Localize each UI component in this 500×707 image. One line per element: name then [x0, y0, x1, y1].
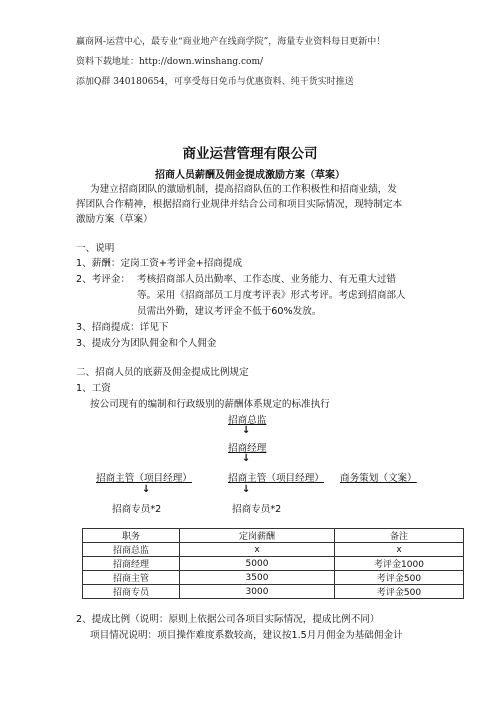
table-cell: 考评金500: [335, 585, 464, 599]
table-row: [83, 543, 464, 557]
table-cell: 考评金500: [335, 571, 464, 585]
section-1-item-1: 1、薪酬：定岗工资+考评金+招商提成: [76, 258, 243, 269]
company-title: 商业运营管理有限公司: [182, 146, 318, 162]
org-specialist-1: 招商专员*2: [112, 504, 162, 515]
table-header-row: [83, 529, 464, 543]
section-1-item-2-label: 2、考评金：: [76, 274, 131, 285]
org-supervisor-1: 招商主管（项目经理）: [96, 473, 192, 484]
table-row: [83, 571, 464, 585]
org-director: 招商总监: [228, 415, 267, 426]
promo-line-3: 添加Q群 340180654，可享受每日免币与优惠资料、纯干货实时推送: [76, 77, 354, 87]
table-cell: 5000: [180, 557, 335, 571]
table-header-cell: 备注: [335, 529, 464, 543]
intro-line-1: 为建立招商团队的激励机制，提高招商队伍的工作积极性和招商业绩，发: [90, 184, 397, 195]
table-row: [83, 585, 464, 599]
intro-line-2: 挥团队合作精神，根据招商行业规律并结合公司和项目实际情况，现特制定本: [76, 199, 403, 210]
org-supervisor-2: 招商主管（项目经理）: [228, 473, 324, 484]
section-1-heading: 一、说明: [76, 243, 115, 254]
table-cell: x: [180, 543, 335, 557]
table-cell: 招商主管: [83, 571, 180, 585]
section-2-heading: 二、招商人员的底薪及佣金提成比例规定: [76, 367, 249, 378]
table-row: [83, 557, 464, 571]
doc-title: 招商人员薪酬及佣金提成激励方案（草案）: [155, 170, 345, 181]
section-1-item-2-line-1: 考核招商部人员出勤率、工作态度、业务能力、有无重大过错: [137, 274, 397, 285]
org-manager: 招商经理: [228, 443, 267, 454]
section-2-sub-1-text: 按公司现有的编制和行政级别的薪酬体系规定的标准执行: [90, 399, 330, 410]
table-cell: 3000: [180, 585, 335, 599]
table-header-cell: 职务: [83, 529, 180, 543]
table-header-cell: 定岗薪酬: [180, 529, 335, 543]
org-arrow-3: ↓: [142, 484, 151, 495]
section-1-item-2-line-2: 等。采用《招商部员工月度考评表》形式考评。考虑到招商部人: [137, 290, 406, 301]
section-1-item-4: 3、提成分为团队佣金和个人佣金: [76, 338, 217, 349]
section-2-sub-1: 1、工资: [76, 383, 111, 394]
table-cell: 招商总监: [83, 543, 180, 557]
section-2-sub-2: 2、提成比例（说明：原则上依据公司各项目实际情况，提成比例不同）: [76, 614, 380, 625]
salary-table: [82, 528, 464, 599]
org-specialist-2: 招商专员*2: [232, 504, 282, 515]
section-1-item-2-line-3: 员需出外勤，建议考评金不低于60%发放。: [137, 306, 322, 317]
org-arrow-1: ↓: [242, 425, 251, 436]
section-1-item-3: 3、招商提成：详见下: [76, 322, 169, 333]
org-arrow-4: ↓: [242, 484, 251, 495]
promo-line-2: 资料下载地址：http://down.winshang.com/: [76, 57, 264, 67]
promo-line-1: 赢商网-运营中心，最专业“商业地产在线商学院”，海量专业资料每日更新中！: [76, 37, 386, 47]
section-2-sub-2-text: 项目情况说明：项目操作难度系数较高，建议按1.5月月佣金为基础佣金计: [90, 630, 403, 641]
table-cell: 考评金1000: [335, 557, 464, 571]
table-cell: x: [335, 543, 464, 557]
table-cell: 招商经理: [83, 557, 180, 571]
table-cell: 3500: [180, 571, 335, 585]
org-planning: 商务策划（文案）: [340, 473, 417, 484]
table-cell: 招商专员: [83, 585, 180, 599]
org-arrow-2: ↓: [242, 453, 251, 464]
intro-line-3: 激励方案（草案）: [76, 214, 153, 225]
